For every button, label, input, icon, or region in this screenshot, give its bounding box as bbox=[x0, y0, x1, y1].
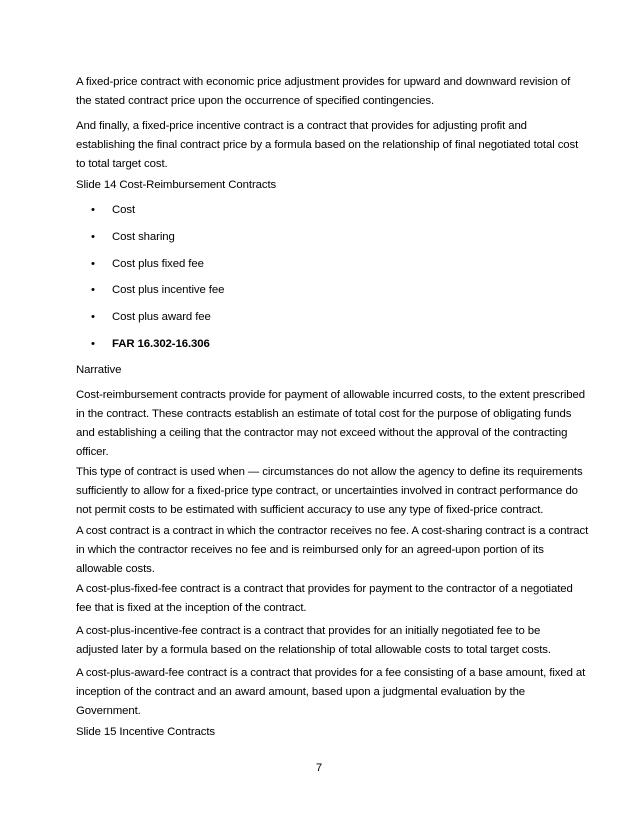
text-line: This type of contract is used when — circumstances do not allow the agency to define its requirements bbox=[76, 466, 583, 478]
paragraph bbox=[76, 664, 586, 721]
bullet-icon: • bbox=[91, 284, 95, 296]
text-line: A fixed-price contract with economic price adjustment provides for upward and downward revision of bbox=[76, 76, 571, 88]
list-item-text: Cost plus incentive fee bbox=[112, 284, 225, 296]
slide-heading bbox=[76, 723, 568, 742]
bullet-icon: • bbox=[91, 204, 95, 216]
list-item-text: FAR 16.302-16.306 bbox=[112, 338, 210, 350]
paragraph bbox=[76, 580, 573, 618]
list-item-text: Cost sharing bbox=[112, 231, 175, 243]
list-item bbox=[91, 228, 175, 247]
list-item bbox=[91, 281, 224, 300]
list-item-text: Cost bbox=[112, 204, 136, 216]
paragraph bbox=[76, 622, 568, 660]
text-line: in the contract. These contracts establish an estimate of total cost for the purpose of obligating funds bbox=[76, 408, 572, 420]
text-line: Slide 14 Cost-Reimbursement Contracts bbox=[76, 179, 277, 191]
page-number: 7 bbox=[315, 762, 323, 774]
paragraph bbox=[76, 463, 583, 520]
text-line: A cost-plus-fixed-fee contract is a contract that provides for payment to the contractor of a negotiated bbox=[76, 583, 573, 595]
text-line: allowable costs. bbox=[76, 563, 155, 575]
list-item bbox=[91, 335, 210, 354]
bullet-icon: • bbox=[91, 231, 95, 243]
list-item-text: Cost plus fixed fee bbox=[112, 258, 204, 270]
text-line: and establishing a ceiling that the contractor may not exceed without the approval of the contracting bbox=[76, 427, 568, 439]
slide-heading bbox=[76, 176, 568, 195]
list-item bbox=[91, 255, 204, 274]
text-line: in which the contractor receives no fee and is reimbursed only for an agreed-upon portion of its bbox=[76, 544, 544, 556]
text-line: A cost contract is a contract in which the contractor receives no fee. A cost-sharing contract is a contract bbox=[76, 525, 589, 537]
text-line: inception of the contract and an award amount, based upon a judgmental evaluation by the bbox=[76, 686, 526, 698]
text-line: A cost-plus-award-fee contract is a contract that provides for a fee consisting of a base amount, fixed at bbox=[76, 667, 586, 679]
text-line: Slide 15 Incentive Contracts bbox=[76, 726, 216, 738]
bullet-icon: • bbox=[91, 258, 95, 270]
narrative-heading bbox=[76, 361, 568, 380]
text-line: Cost-reimbursement contracts provide for payment of allowable incurred costs, to the extent prescribed bbox=[76, 389, 585, 401]
paragraph bbox=[76, 386, 585, 462]
paragraph bbox=[76, 73, 571, 111]
text-line: not permit costs to be estimated with sufficient accuracy to use any type of fixed-price contract. bbox=[76, 504, 544, 516]
list-item bbox=[91, 308, 211, 327]
text-line: Government. bbox=[76, 705, 141, 717]
list-item bbox=[91, 201, 135, 220]
bullet-icon: • bbox=[91, 311, 95, 323]
text-line: the stated contract price upon the occurrence of specified contingencies. bbox=[76, 95, 435, 107]
text-line: sufficiently to allow for a fixed-price type contract, or uncertainties involved in contract performance do bbox=[76, 485, 578, 497]
paragraph bbox=[76, 522, 589, 579]
text-line: fee that is fixed at the inception of the contract. bbox=[76, 602, 307, 614]
text-line: Narrative bbox=[76, 364, 122, 376]
text-line: establishing the final contract price by a formula based on the relationship of final negotiated total cost bbox=[76, 139, 579, 151]
text-line: to total target cost. bbox=[76, 158, 168, 170]
list-item-text: Cost plus award fee bbox=[112, 311, 211, 323]
bullet-icon: • bbox=[91, 338, 95, 350]
text-line: A cost-plus-incentive-fee contract is a contract that provides for an initially negotiated fee to be bbox=[76, 625, 541, 637]
text-line: And finally, a fixed-price incentive contract is a contract that provides for adjusting profit and bbox=[76, 120, 527, 132]
paragraph bbox=[76, 117, 579, 174]
text-line: adjusted later by a formula based on the relationship of total allowable costs to total target costs. bbox=[76, 644, 551, 656]
text-line: officer. bbox=[76, 446, 109, 458]
